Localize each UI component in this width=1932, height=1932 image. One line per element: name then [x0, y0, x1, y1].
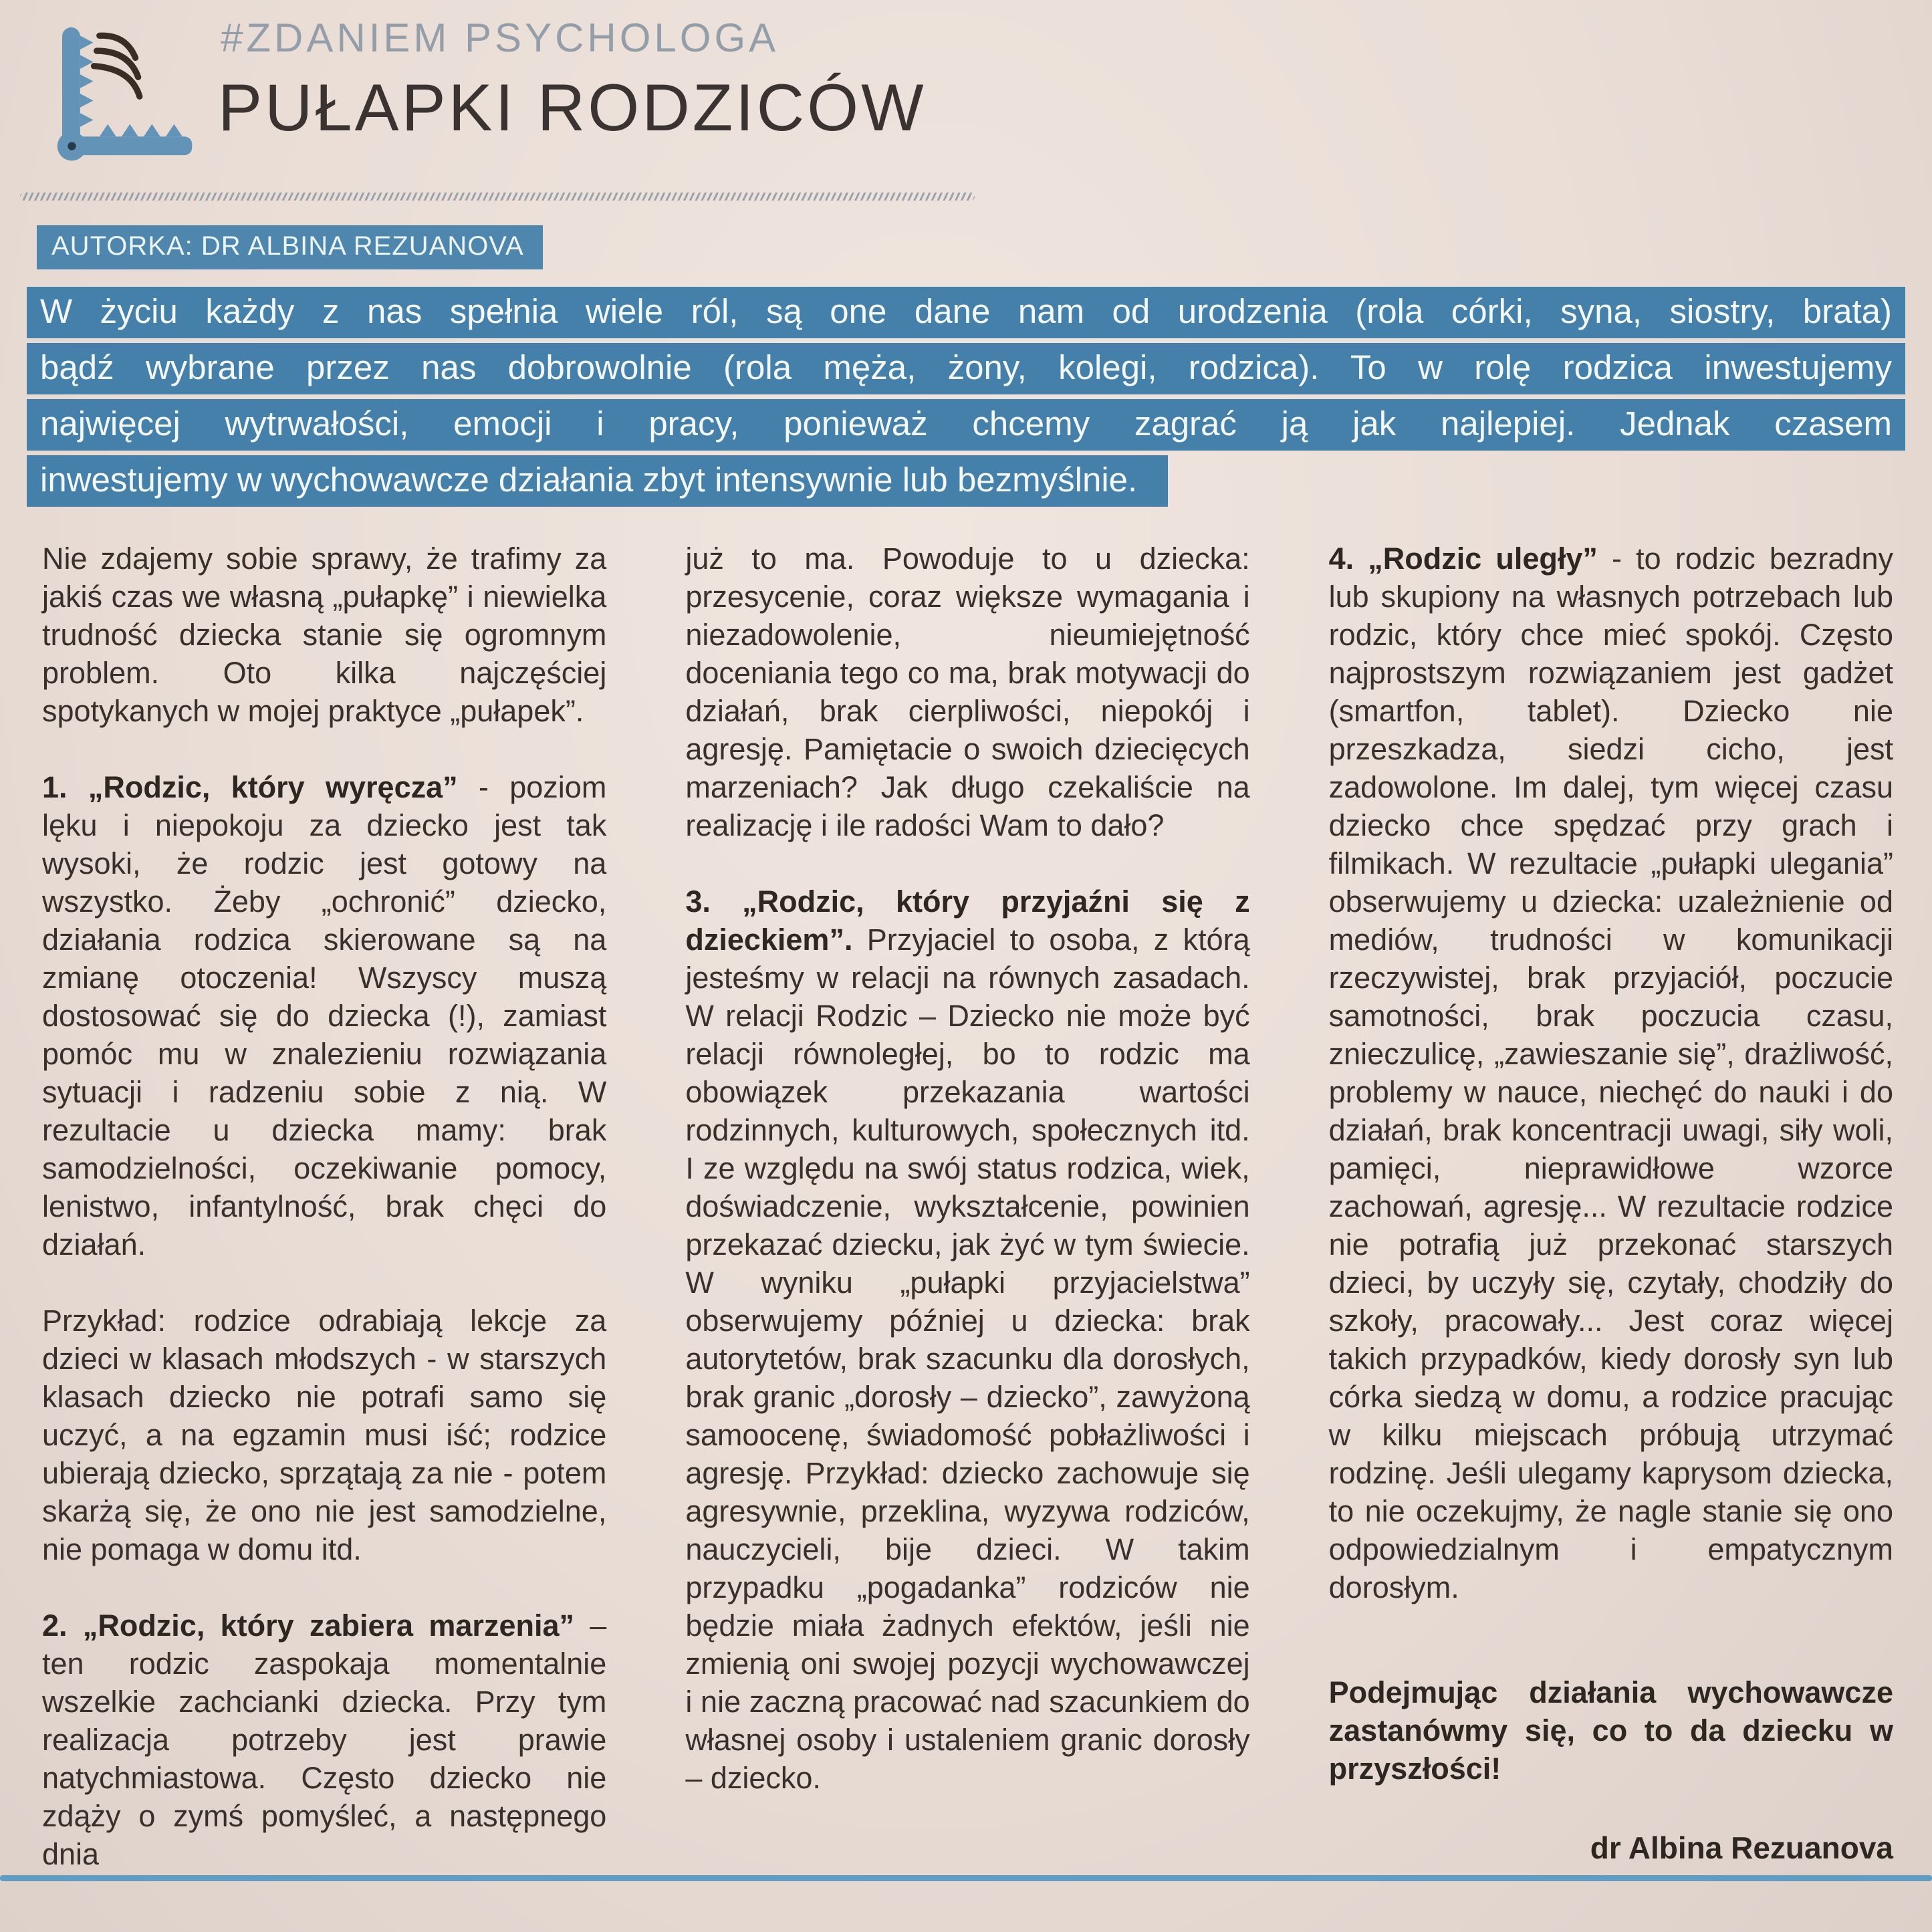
paragraph-trap-3: [685, 882, 1249, 1797]
trap-1-heading: 1. „Rodzic, który wyręcza”: [42, 770, 458, 804]
paragraph-text: już to ma. Powoduje to u dziecka: przesycenie, coraz większe wymagania i niezadowolenie, nieumiejętność doceniania tego co ma, brak motywacji do działań, brak cierpliwości, niepokój i agresję. Pamiętacie o swoich dziecięcych marzeniach? Jak długo czekaliście na realizację i ile radości Wam to dało?: [685, 541, 1250, 842]
trap-icon: [41, 8, 207, 174]
trap-3-heading: 3. „Rodzic, który przyjaźni się z dzieckiem”.: [685, 884, 1250, 957]
footer-rule: [0, 1875, 1932, 1881]
lead-line: W życiu każdy z nas spełnia wiele ról, są one dane nam od urodzenia (rola córki, syna, siostry, brata): [27, 287, 1905, 338]
paragraph-text: Przykład: rodzice odrabiają lekcje za dzieci w klasach młodszych - w starszych klasach dziecko nie potrafi samo się uczyć, a na egzamin musi iść; rodzice ubierają dziecko, sprzątają za nie - potem skarżą się, że ono nie jest samodzielne, nie pomaga w domu itd.: [42, 1304, 607, 1566]
paragraph-text: Przyjaciel to osoba, z którą jesteśmy w relacji na równych zasadach. W relacji Rodzic – Dziecko nie może być relacji równoległej, bo to rodzic ma obowiązek przekazania wartości rodzinnych, kulturowych, społecznych itd. I ze względu na swój status rodzica, wiek, doświadczenie, wykształcenie, powinien przekazać dziecku, jak żyć w tym świecie. W wyniku „pułapki przyjacielstwa” obserwujemy później u dziecka: brak autorytetów, brak szacunku dla dorosłych, brak granic „dorosły – dziecko”, zawyżoną samoocenę, świadomość pobłażliwości i agresję. Przykład: dziecko zachowuje się agresywnie, przeklina, wyzywa rodziców, nauczycieli, bije dzieci. W takim przypadku „pogadanka” rodziców nie będzie miała żadnych efektów, jeśli nie zmienią oni swojej pozycji wychowawczej i nie zaczną pracować nad szacunkiem do własnej osoby i ustaleniem granic dorosły – dziecko.: [685, 923, 1250, 1795]
paragraph-trap-2-continued: [685, 539, 1249, 844]
paragraph-text: Nie zdajemy sobie sprawy, że trafimy za jakiś czas we własną „pułapkę” i niewielka trudność dziecka stanie się ogromnym problem. Oto kilka najczęściej spotykanych w mojej praktyce „pułapek”.: [42, 541, 607, 728]
paragraph-example-1: [42, 1302, 606, 1568]
paragraph-intro: [42, 539, 606, 730]
section-hashtag: #ZDANIEM PSYCHOLOGA: [221, 15, 779, 60]
page-title: PUŁAPKI RODZICÓW: [218, 70, 927, 144]
closing-statement: Podejmując działania wychowawcze zastanówmy się, co to da dziecku w przyszłości!: [1328, 1675, 1893, 1786]
paragraph-text: - to rodzic bezradny lub skupiony na własnych potrzebach lub rodzic, który chce mieć spokój. Często najprostszym rozwiązaniem jest gadżet (smartfon, tablet). Dziecko nie przeszkadza, siedzi cicho, jest zadowolone. Im dalej, tym więcej czasu dziecko chce spędzać przy grach i filmikach. W rezultacie „pułapki ulegania” obserwujemy u dziecka: uzależnienie od mediów, trudności w komunikacji rzeczywistej, brak przyjaciół, poczucie samotności, brak poczucia czasu, znieczulicę, „zawieszanie się”, drażliwość, problemy w nauce, niechęć do nauki i do działań, brak koncentracji uwagi, siły woli, pamięci, nieprawidłowe wzorce zachowań, agresję... W rezultacie rodzice nie potrafią już przekonać starszych dzieci, by uczyły się, czytały, chodziły do szkoły, pracowały... Jest coraz więcej takich przypadków, kiedy dorosły syn lub córka siedzą w domu, a rodzice pracując w kilku miejscach próbują utrzymać rodzinę. Jeśli ulegamy kaprysom dziecka, to nie oczekujmy, że nagle stanie się ono odpowiedzialnym i empatycznym dorosłym.: [1328, 541, 1893, 1604]
lead-paragraph: [27, 287, 1905, 507]
article-body: [0, 511, 1932, 1873]
trap-2-heading: 2. „Rodzic, który zabiera marzenia”: [42, 1608, 574, 1643]
trap-4-heading: 4. „Rodzic uległy”: [1328, 541, 1598, 576]
lead-line: inwestujemy w wychowawcze działania zbyt intensywnie lub bezmyślnie.: [27, 455, 1168, 507]
paragraph-trap-4: [1329, 539, 1893, 1606]
paragraph-trap-2: [42, 1606, 606, 1873]
paragraph-text: – ten rodzic zaspokaja momentalnie wszelkie zachcianki dziecka. Przy tym realizacja potrzeby jest prawie natychmiastowa. Często dziecko nie zdąży o zymś pomyśleć, a następnego dnia: [42, 1608, 607, 1871]
hatched-divider: [20, 193, 975, 201]
author-badge: AUTORKA: DR ALBINA REZUANOVA: [37, 225, 543, 269]
lead-line: najwięcej wytrwałości, emocji i pracy, ponieważ chcemy zagrać ją jak najlepiej. Jednak czasem: [27, 399, 1905, 451]
column-1: [42, 539, 606, 1873]
article-header: [0, 0, 1932, 211]
paragraph-text: - poziom lęku i niepokoju za dziecko jest tak wysoki, że rodzic jest gotowy na wszystko. Żeby „ochronić” dziecko, działania rodzica skierowane są na zmianę otoczenia! Wszyscy muszą dostosować się do dziecka (!), zamiast pomóc mu w znalezieniu rozwiązania sytuacji i radzeniu sobie z nią. W rezultacie u dziecka mamy: brak samodzielności, oczekiwanie pomocy, lenistwo, infantylność, brak chęci do działań.: [42, 770, 607, 1261]
column-3: [1329, 539, 1893, 1873]
column-2: [685, 539, 1249, 1873]
paragraph-trap-1: [42, 768, 606, 1263]
lead-line: bądź wybrane przez nas dobrowolnie (rola męża, żony, kolegi, rodzica). To w rolę rodzica inwestujemy: [27, 343, 1905, 394]
author-signature: dr Albina Rezuanova: [1590, 1830, 1893, 1865]
